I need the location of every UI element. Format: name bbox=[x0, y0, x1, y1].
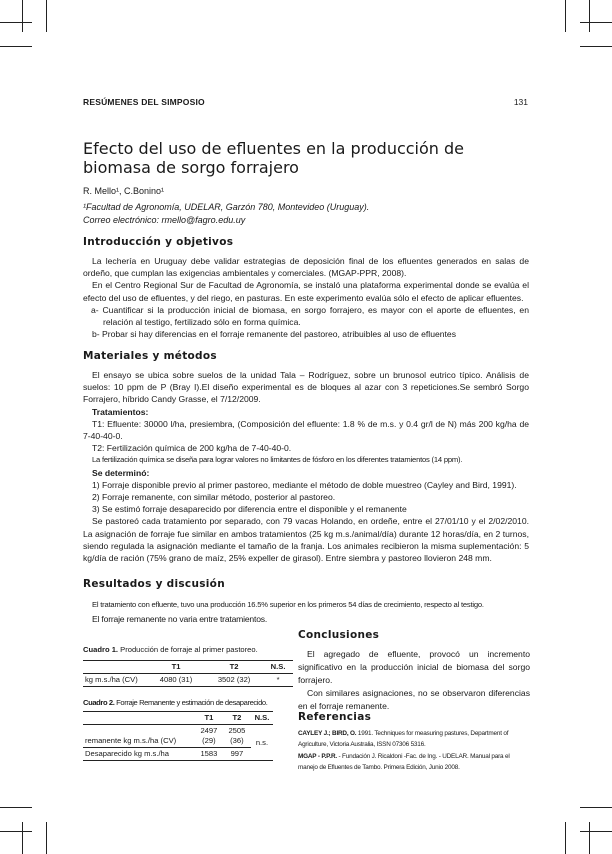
section-heading-results: Resultados y discusión bbox=[83, 578, 225, 590]
section-heading-references: Referencias bbox=[298, 711, 372, 723]
crop-mark bbox=[580, 22, 612, 23]
reference-text: - Fundación J. Ricaldoni -Fac. de Ing. - UDELAR. Manual para el manejo de Efluentes de Tambo. Primera Edición, Junio 2008. bbox=[298, 753, 510, 771]
paper-title: Efecto del uso de efluentes en la producción de biomasa de sorgo forrajero bbox=[83, 139, 465, 177]
crop-mark bbox=[46, 0, 47, 32]
determination-1: 1) Forraje disponible previo al primer pastoreo, mediante el método de doble muestreo (Cayley and Bird, 1991). bbox=[92, 479, 517, 490]
table-header: N.S. bbox=[270, 662, 286, 671]
caption-text: Forraje Remanente y estimación de desaparecido. bbox=[114, 698, 268, 707]
results-body bbox=[83, 598, 529, 626]
treatment-1: T1: Efluente: 30000 l/ha, presiembra, (Composición del efluente: 1.8 % de m.s. y 0.4 gr/l de N) más 200 kg/ha de 7-40-40-0. bbox=[83, 418, 529, 442]
paragraph: Con similares asignaciones, no se observaron diferencias en el forraje remanente. bbox=[298, 688, 530, 711]
running-header: RESÚMENES DEL SIMPOSIO bbox=[83, 97, 205, 107]
crop-mark bbox=[580, 46, 612, 47]
table-cell: 2505 (36) bbox=[228, 726, 246, 745]
data-table-2 bbox=[83, 711, 273, 761]
crop-mark bbox=[22, 0, 23, 32]
objective-a: a- Cuantificar si la producción inicial de biomasa, en sorgo forrajero, es mayor con el aporte de efluentes, en relación al testigo, fertilizado sólo en forma química. bbox=[91, 304, 529, 328]
methods-body bbox=[83, 369, 529, 564]
table-cell: kg m.s./ha (CV) bbox=[85, 675, 138, 684]
table-cell: 1583 bbox=[200, 749, 218, 758]
intro-body bbox=[83, 255, 529, 340]
section-heading-methods: Materiales y métodos bbox=[83, 350, 217, 362]
conclusions-body bbox=[298, 648, 530, 713]
table-cell: 997 bbox=[230, 749, 244, 758]
paragraph: El tratamiento con efluente, tuvo una producción 16.5% superior en los primeros 54 días de crecimiento, respecto al testigo. bbox=[92, 600, 484, 609]
reference-authors: MGAP - P.P.R. bbox=[298, 753, 337, 760]
crop-mark bbox=[46, 822, 47, 854]
determination-2: 2) Forraje remanente, con similar método, posterior al pastoreo. bbox=[92, 492, 336, 503]
caption-label: Cuadro 2. bbox=[83, 698, 115, 707]
paragraph: El ensayo se ubica sobre suelos de la unidad Tala – Rodríguez, sobre un brunosol eutrico típico. Análisis de suelos: 10 ppm de P (Bray I).El diseño experimental es de bloques al azar con 3 repeticiones.Se sembró Sorgo Forrajero, híbrido Candy Grasse, el 7/12/2009. bbox=[83, 370, 529, 405]
caption-text: Producción de forraje al primer pastoreo. bbox=[118, 645, 258, 654]
affiliation-line: ¹Facultad de Agronomía, UDELAR, Garzón 780, Montevideo (Uruguay). bbox=[83, 202, 370, 212]
objective-b: b- Probar si hay diferencias en el forraje remanente del pastoreo, atribuibles al uso de efluentes bbox=[92, 329, 457, 340]
reference-authors: CAYLEY J.; BIRD, O. bbox=[298, 730, 357, 737]
treatment-2: T2: Fertilización química de 200 kg/ha de 7-40-40-0. bbox=[92, 443, 292, 454]
crop-mark bbox=[565, 0, 566, 32]
reference-item bbox=[298, 729, 530, 750]
reference-item bbox=[298, 752, 530, 773]
paragraph: El forraje remanente no varia entre tratamientos. bbox=[92, 614, 268, 624]
table-header: T2 bbox=[232, 713, 242, 722]
table-header: T1 bbox=[171, 662, 181, 671]
crop-mark bbox=[580, 831, 612, 832]
crop-mark bbox=[589, 0, 590, 32]
table-caption-1 bbox=[83, 645, 258, 654]
table-header bbox=[83, 661, 147, 674]
table-caption-2 bbox=[83, 698, 267, 707]
references-list bbox=[298, 729, 530, 775]
caption-label: Cuadro 1. bbox=[83, 645, 119, 654]
paragraph: La lechería en Uruguay debe validar estrategias de deposición final de los efluentes generados en salas de ordeño, que cumplan las exigencias ambientales y comerciales. (MGAP-PPR, 2008). bbox=[83, 256, 529, 279]
table-cell: 3502 (32) bbox=[217, 675, 251, 684]
section-heading-conclusions: Conclusiones bbox=[298, 629, 380, 641]
crop-mark bbox=[580, 807, 612, 808]
table-header: T2 bbox=[229, 662, 239, 671]
paragraph: Se pastoreó cada tratamiento por separado, con 79 vacas Holando, en ordeñe, entre el 27/01/10 y el 2/02/2010. La asignación de forraje fue similar en ambos tratamientos (25 kg m.s./animal/día) durante 12 horas/día, en 2 turnos, siendo regulada la asignación mediante el tamaño de la franja. Los animales recibieron la misma suplementación: 5 kg/día de ración (75% grano de maíz, 25% expeller de girasol). Entre siembra y pastoreo llovieron 248 mm. bbox=[83, 516, 529, 564]
determination-3: 3) Se estimó forraje desaparecido por diferencia entre el disponible y el remanente bbox=[92, 504, 407, 515]
table-header bbox=[83, 712, 195, 725]
authors: R. Mello¹, C.Bonino¹ bbox=[83, 186, 165, 196]
paragraph: En el Centro Regional Sur de Facultad de Agronomía, se instaló una plataforma experimental donde se evalúa el efecto del uso de efluentes, y del riego, en pasturas. En este experimento evalúa sólo el efecto de aplicar efluentes. bbox=[83, 280, 529, 303]
data-table-1 bbox=[83, 660, 293, 687]
crop-mark bbox=[0, 22, 32, 23]
email-line: Correo electrónico: rmello@fagro.edu.uy bbox=[83, 215, 246, 225]
table-cell: n.s. bbox=[255, 737, 269, 747]
affiliation bbox=[83, 201, 369, 227]
table-cell: Desaparecido kg m.s./ha bbox=[85, 749, 169, 758]
table-row bbox=[83, 748, 273, 761]
treatments-heading: Tratamientos: bbox=[92, 406, 149, 417]
table-header: N.S. bbox=[254, 713, 270, 722]
table-row bbox=[83, 725, 273, 748]
table-cell: * bbox=[276, 675, 280, 684]
crop-mark bbox=[22, 822, 23, 854]
fertilization-note: La fertilización química se diseña para lograr valores no limitantes de fósforo en los diferentes tratamientos (14 ppm). bbox=[92, 455, 463, 465]
table-cell: remanente kg m.s./ha (CV) bbox=[85, 736, 177, 745]
crop-mark bbox=[0, 831, 32, 832]
table-header: T1 bbox=[204, 713, 214, 722]
crop-mark bbox=[0, 807, 32, 808]
table-cell: 2497 (29) bbox=[200, 726, 218, 745]
crop-mark bbox=[589, 822, 590, 854]
paragraph: El agregado de efluente, provocó un incremento significativo en la producción inicial de biomasa del sorgo forrajero. bbox=[298, 649, 530, 685]
table-row bbox=[83, 674, 293, 687]
crop-mark bbox=[565, 822, 566, 854]
determined-heading: Se determinó: bbox=[92, 467, 150, 478]
reference-text: 1991. Techniques for measuring pastures, Department of Agriculture, Victoria Australia, ISSN 07306 5316. bbox=[298, 730, 509, 748]
crop-mark bbox=[0, 46, 32, 47]
section-heading-intro: Introducción y objetivos bbox=[83, 236, 234, 248]
page-number: 131 bbox=[513, 97, 528, 107]
table-cell: 4080 (31) bbox=[159, 675, 193, 684]
